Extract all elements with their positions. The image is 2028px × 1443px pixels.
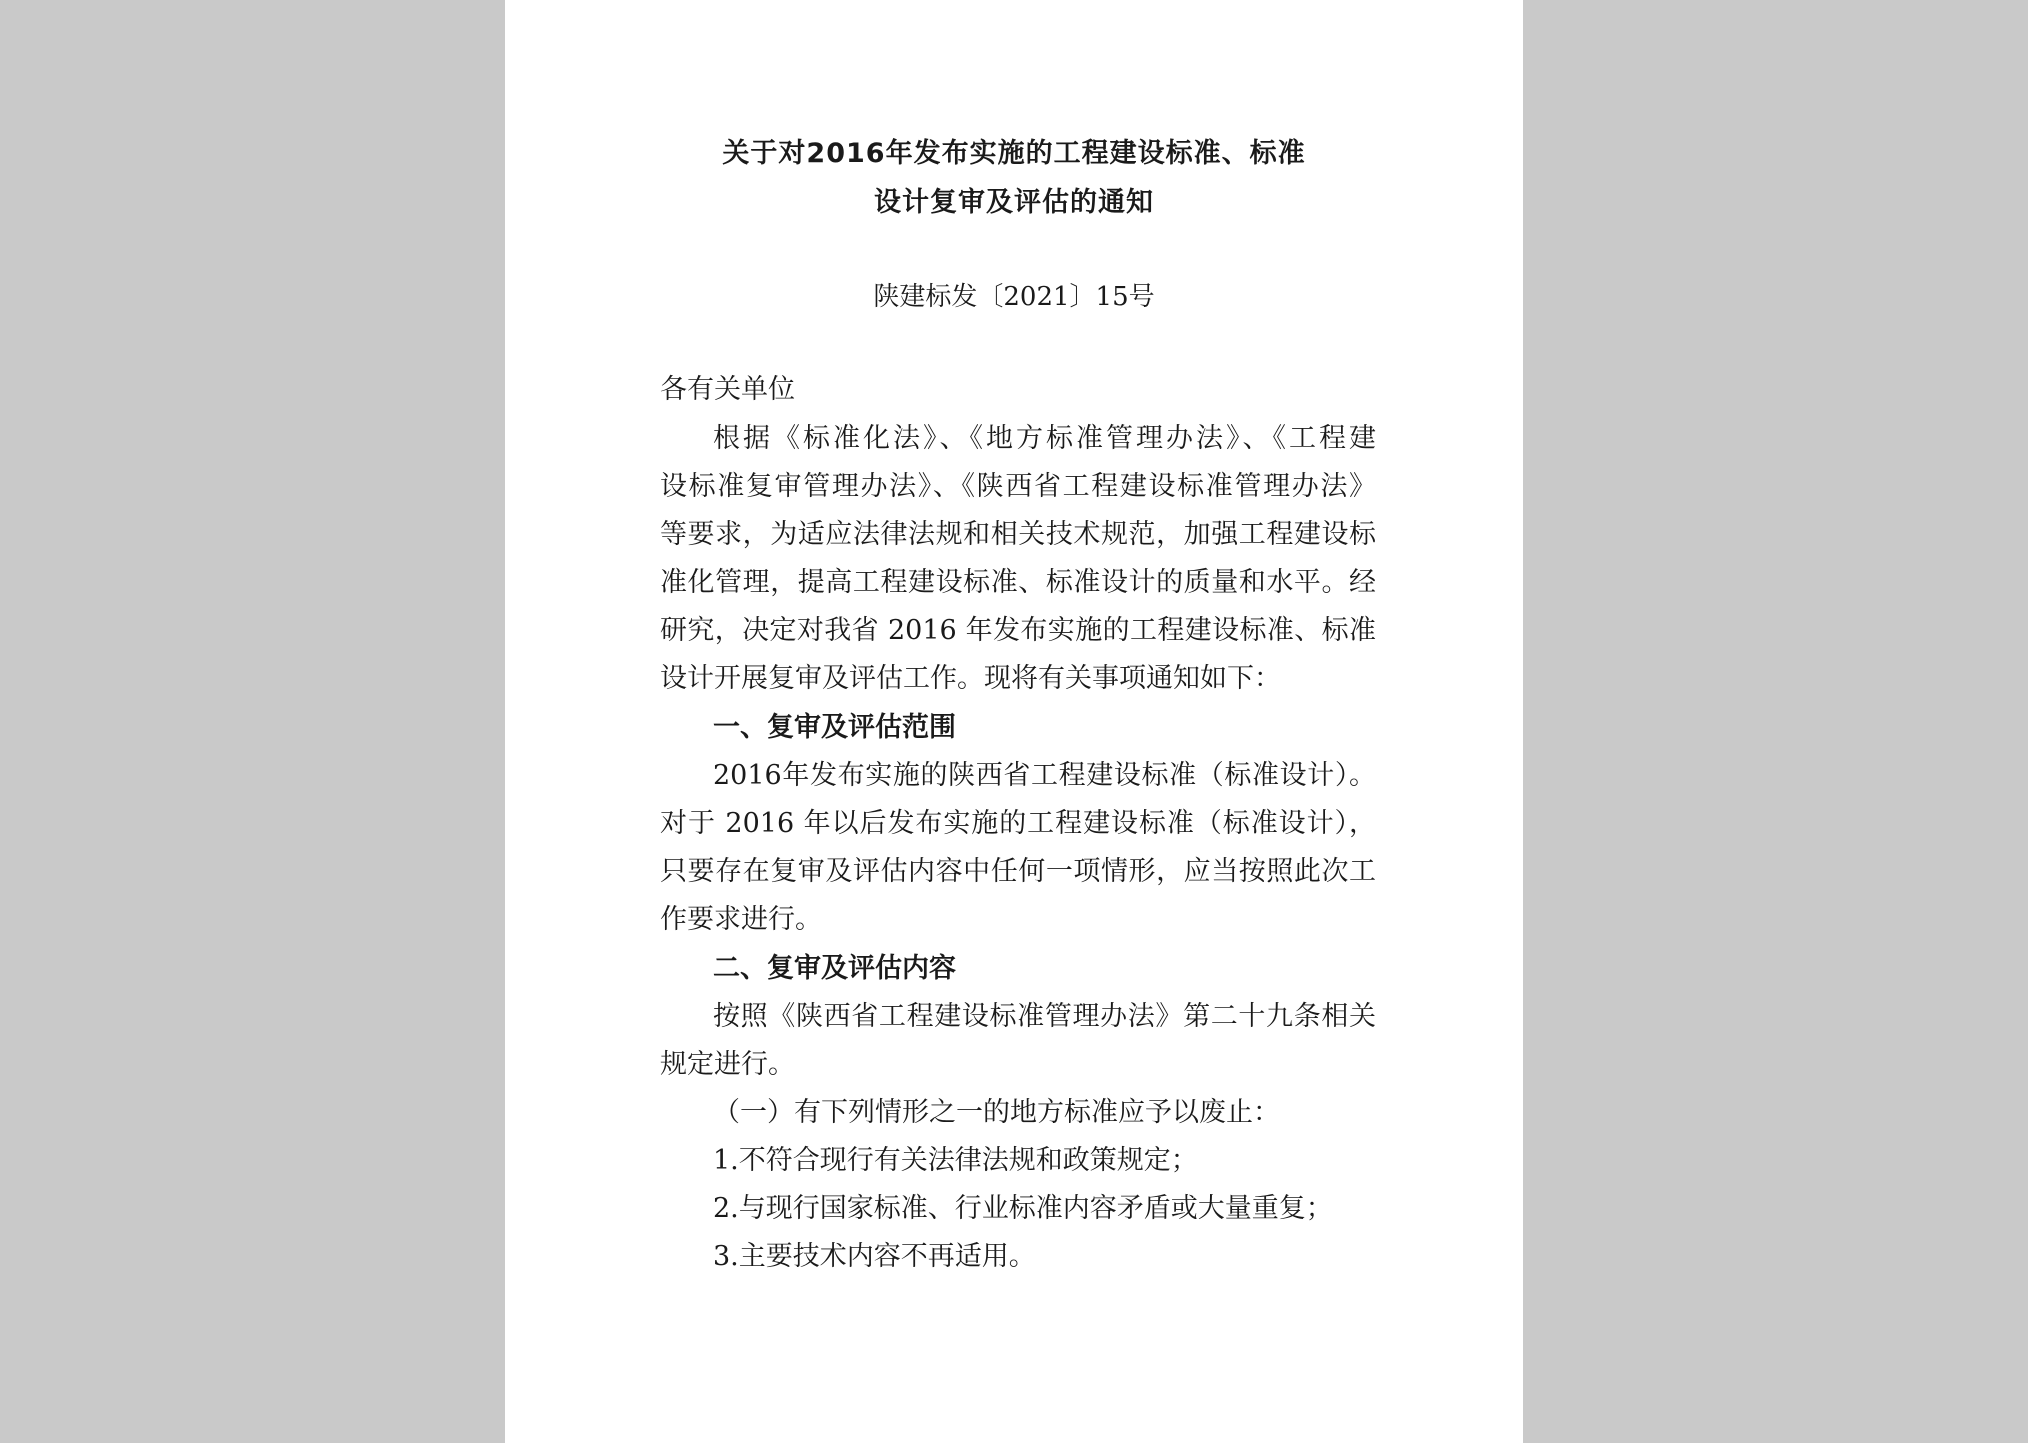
paragraph-line: 准化管理，提高工程建设标准、标准设计的质量和水平。经 xyxy=(660,567,1376,598)
list-item: 3.主要技术内容不再适用。 xyxy=(713,1241,1036,1272)
subsection-heading: （一）有下列情形之一的地方标准应予以废止： xyxy=(713,1097,1280,1128)
paragraph-line: 按照《陕西省工程建设标准管理办法》第二十九条相关 xyxy=(713,1001,1376,1032)
section-heading: 一、复审及评估范围 xyxy=(713,712,956,743)
paragraph-line: 设计开展复审及评估工作。现将有关事项通知如下： xyxy=(660,663,1281,694)
list-item: 2.与现行国家标准、行业标准内容矛盾或大量重复； xyxy=(713,1193,1333,1224)
paragraph-line: 只要存在复审及评估内容中任何一项情形，应当按照此次工 xyxy=(660,856,1376,887)
list-item: 1.不符合现行有关法律法规和政策规定； xyxy=(713,1145,1198,1176)
document-title-line-2: 设计复审及评估的通知 xyxy=(874,187,1154,218)
document-page xyxy=(505,0,1523,1443)
paragraph-line: 等要求，为适应法律法规和相关技术规范，加强工程建设标 xyxy=(660,519,1376,550)
paragraph-line: 作要求进行。 xyxy=(660,904,822,935)
salutation: 各有关单位 xyxy=(660,374,795,405)
document-title-line-1: 关于对2016年发布实施的工程建设标准、标准 xyxy=(722,138,1306,169)
section-heading: 二、复审及评估内容 xyxy=(713,953,956,984)
paragraph-line: 研究，决定对我省 2016 年发布实施的工程建设标准、标准 xyxy=(660,615,1376,646)
paragraph-line: 设标准复审管理办法》、《陕西省工程建设标准管理办法》 xyxy=(660,471,1376,502)
paragraph-line: 根据《标准化法》、《地方标准管理办法》、《工程建 xyxy=(713,423,1376,454)
paragraph-line: 2016年发布实施的陕西省工程建设标准（标准设计）。 xyxy=(713,760,1376,791)
paragraph-line: 对于 2016 年以后发布实施的工程建设标准（标准设计）， xyxy=(660,808,1376,839)
paragraph-line: 规定进行。 xyxy=(660,1049,795,1080)
document-number: 陕建标发〔2021〕15号 xyxy=(873,282,1155,312)
